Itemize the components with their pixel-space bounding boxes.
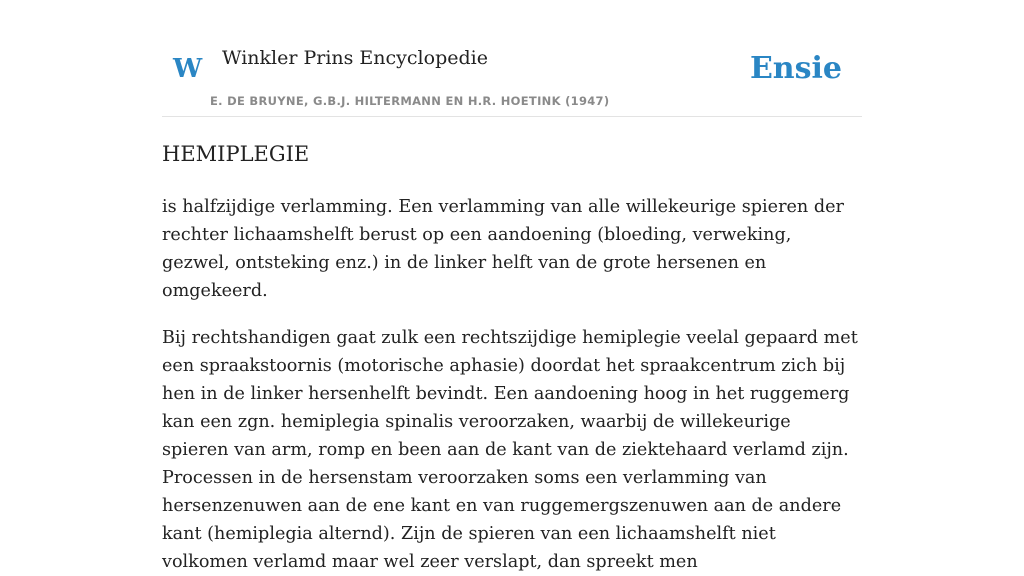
article-paragraph: Bij rechtshandigen gaat zulk een rechtszijdige hemiplegie veelal gepaard met een spraakstoornis (motorische aphasie) doordat het spraakcentrum zich bij hen in de linker hersenhelft bevindt. Een aandoening hoog in het ruggemerg kan een zgn. hemiplegia spinalis veroorzaken, waarbij de willekeurige spieren van arm, romp en been aan de kant van de ziektehaard verlamd zijn. Processen in de hersenstam veroorzaken soms een verlamming van hersenzenuwen aan de ene kant en van ruggemergszenuwen aan de andere kant (hemiplegia alternd). Zijn de spieren van een lichaamshelft niet volkomen verlamd maar wel zeer verslapt, dan spreekt men xyxy=(162,328,858,572)
entry-title: HEMIPLEGIE xyxy=(162,142,310,166)
ensie-brand-logo[interactable]: Ensie xyxy=(749,51,842,86)
article-paragraph: is halfzijdige verlamming. Een verlamming van alle willekeurige spieren der rechter lichaamshelft berust op een aandoening (bloeding, verweking, gezwel, ontsteking enz.) in de linker helft van de grote hersenen en omgekeerd. xyxy=(162,197,844,301)
site-header xyxy=(162,0,862,117)
article-body xyxy=(162,132,862,576)
site-logo[interactable]: W xyxy=(173,54,203,84)
encyclopedia-authors: E. DE BRUYNE, G.B.J. HILTERMANN EN H.R. HOETINK (1947) xyxy=(210,94,610,108)
encyclopedia-title[interactable]: Winkler Prins Encyclopedie xyxy=(222,47,488,69)
